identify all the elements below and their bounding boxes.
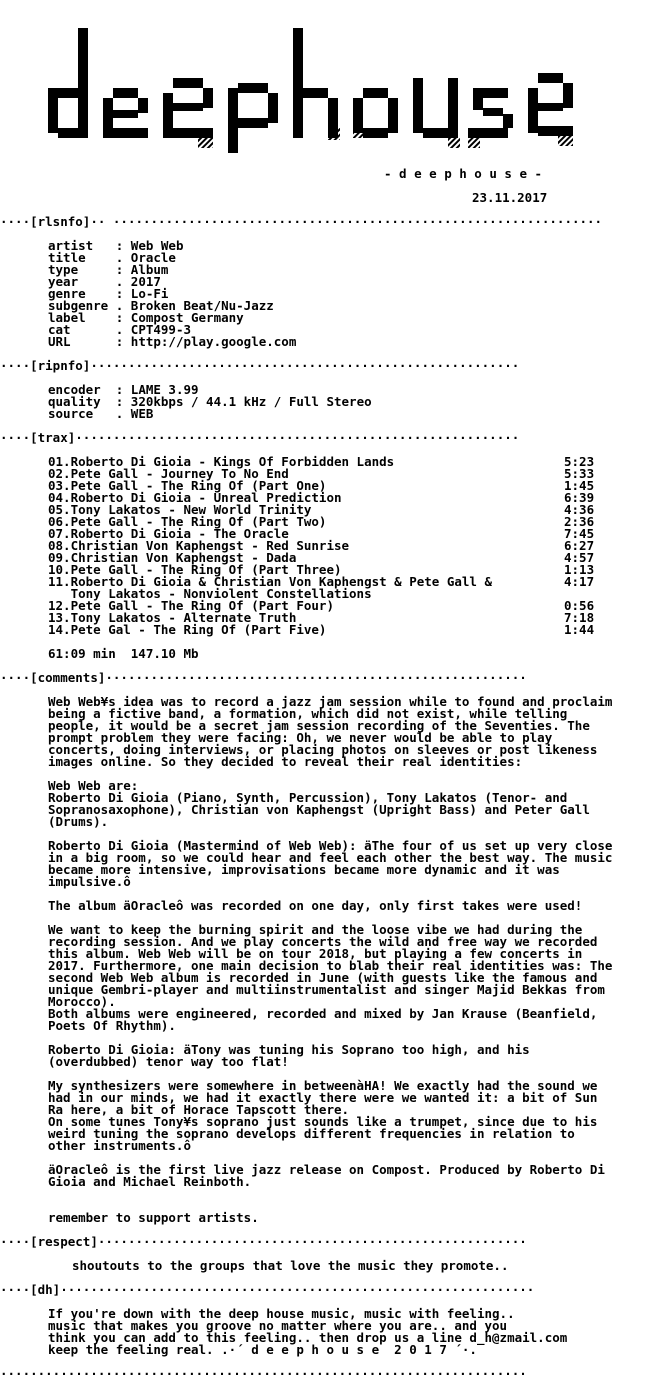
- field-type: type : Album: [48, 262, 169, 277]
- comment-line: impulsive.ô: [48, 874, 131, 889]
- encoder-value: LAME 3.99: [130, 382, 199, 397]
- track-title: 02.Pete Gall - Journey To No End: [48, 466, 289, 481]
- field-genre: genre : Lo-Fi: [48, 286, 169, 301]
- comment-line: prompt problem they were facing: Oh, we never would be able to play: [48, 730, 553, 745]
- section-divider-comments: ····[comments]························································: [0, 670, 527, 685]
- section-title-dh: [dh]: [30, 1282, 61, 1297]
- comment-line: in a big room, so we could hear and feel each other the best way. The music: [48, 850, 613, 865]
- comment-line: My synthesizers were somewhere in betweenàHA! We exactly had the sound we: [48, 1078, 598, 1093]
- field-source: source . WEB: [48, 406, 154, 421]
- track-time: 1:45: [564, 478, 595, 493]
- comment-line: remember to support artists.: [48, 1210, 259, 1225]
- comment-line: We want to keep the burning spirit and the loose vibe we had during the: [48, 922, 583, 937]
- field-encoder: encoder : LAME 3.99: [48, 382, 199, 397]
- field-quality: quality : 320kbps / 44.1 kHz / Full Stereo: [48, 394, 372, 409]
- comment-line: On some tunes Tony¥s soprano just sounds like a trumpet, since due to his: [48, 1114, 598, 1129]
- artist-value: Web Web: [130, 238, 184, 253]
- track-time: 4:36: [564, 502, 595, 517]
- track-title: 07.Roberto Di Gioia - The Oracle: [48, 526, 289, 541]
- field-year: year . 2017: [48, 274, 161, 289]
- comment-line: Ra here, a bit of Horace Tapscott there.: [48, 1102, 350, 1117]
- comment-line: Roberto Di Gioia (Piano, Synth, Percussion), Tony Lakatos (Tenor- and: [48, 790, 568, 805]
- source-value: WEB: [130, 406, 154, 421]
- comment-line: äOracleô is the first live jazz release on Compost. Produced by Roberto Di: [48, 1162, 605, 1177]
- track-time: 0:56: [564, 598, 595, 613]
- track-title: 03.Pete Gall - The Ring Of (Part One): [48, 478, 327, 493]
- comment-line: weird tuning the soprano develops different frequencies in relation to: [48, 1126, 575, 1141]
- track-time: 1:13: [564, 562, 595, 577]
- track-time: 7:18: [564, 610, 595, 625]
- track-title: 09.Christian Von Kaphengst - Dada: [48, 550, 297, 565]
- track-title: 13.Tony Lakatos - Alternate Truth: [48, 610, 297, 625]
- field-cat: cat . CPT499-3: [48, 322, 192, 337]
- field-url: URL : http://play.google.com: [48, 334, 297, 349]
- section-title-respect: [respect]: [30, 1234, 98, 1249]
- track-title: 10.Pete Gall - The Ring Of (Part Three): [48, 562, 342, 577]
- track-title: Tony Lakatos - Nonviolent Constellations: [48, 586, 372, 601]
- comment-line: recording session. And we play concerts the wild and free way we recorded: [48, 934, 598, 949]
- cat-value: CPT499-3: [130, 322, 192, 337]
- track-time: 6:27: [564, 538, 595, 553]
- track-row: [48, 624, 326, 636]
- comment-line: Roberto Di Gioia: äTony was tuning his Soprano too high, and his: [48, 1042, 530, 1057]
- field-title: title . Oracle: [48, 250, 176, 265]
- section-divider-dh: ····[dh]·······························································: [0, 1282, 535, 1297]
- comment-line: Web Web¥s idea was to record a jazz jam session while to found and proclaim: [48, 694, 613, 709]
- footer-divider: ······································································: [0, 1366, 527, 1381]
- track-title: 06.Pete Gall - The Ring Of (Part Two): [48, 514, 327, 529]
- comment-line: Sopranosaxophone), Christian von Kaphengst (Upright Bass) and Peter Gall: [48, 802, 590, 817]
- field-artist: artist : Web Web: [48, 238, 184, 253]
- comment-line: Roberto Di Gioia (Mastermind of Web Web): äThe four of us set up very close: [48, 838, 613, 853]
- comment-line: Morocco).: [48, 994, 116, 1009]
- comment-line: second Web Web album is recorded in June (with guests like the famous and: [48, 970, 598, 985]
- comment-line: Gioia and Michael Reinboth.: [48, 1174, 252, 1189]
- section-divider-ripnfo: ····[ripnfo]·························································: [0, 358, 520, 373]
- label-value: Compost Germany: [130, 310, 244, 325]
- comment-line: (Drums).: [48, 814, 109, 829]
- section-divider-respect: ····[respect]·························································: [0, 1234, 527, 1249]
- deephouse-logo: [48, 18, 578, 153]
- comment-line: people, it would be a secret jam session recording of the Seventies. The: [48, 718, 590, 733]
- track-time: 4:17: [564, 574, 595, 589]
- comment-line: 2017. Furthermore, one main decision to blab their real identities was: The: [48, 958, 613, 973]
- comment-line: concerts, doing interviews, or placing photos on sleeves or post likeness: [48, 742, 598, 757]
- subgenre-value: Broken Beat/Nu-Jazz: [130, 298, 274, 313]
- url-value: http://play.google.com: [130, 334, 297, 349]
- section-title-rlsnfo: [rlsnfo]: [30, 214, 91, 229]
- track-time: 2:36: [564, 514, 595, 529]
- comment-line: this album. Web Web will be on tour 2018, but playing a few concerts in: [48, 946, 583, 961]
- section-title-trax: [trax]: [30, 430, 76, 445]
- section-divider-trax: ····[trax]···························································: [0, 430, 520, 445]
- track-title: 05.Tony Lakatos - New World Trinity: [48, 502, 312, 517]
- track-time: 5:33: [564, 466, 595, 481]
- track-time: 7:45: [564, 526, 595, 541]
- comment-line: The album äOracleô was recorded on one day, only first takes were used!: [48, 898, 583, 913]
- track-time: 1:44: [564, 622, 595, 637]
- comment-line: being a fictive band, a formation, which did not exist, while telling: [48, 706, 568, 721]
- respect-text: shoutouts to the groups that love the music they promote..: [72, 1258, 509, 1273]
- comment-line: became more intensive, improvisations became more dynamic and it was: [48, 862, 560, 877]
- comment-line: had in our minds, we had it exactly there were we wanted it: a bit of Sun: [48, 1090, 598, 1105]
- track-title: 12.Pete Gall - The Ring Of (Part Four): [48, 598, 334, 613]
- dh-line: If you're down with the deep house music, music with feeling..: [48, 1306, 515, 1321]
- title-value: Oracle: [130, 250, 176, 265]
- quality-value: 320kbps / 44.1 kHz / Full Stereo: [130, 394, 372, 409]
- track-title: 14.Pete Gal - The Ring Of (Part Five): [48, 622, 327, 637]
- comment-line: Both albums were engineered, recorded and mixed by Jan Krause (Beanfield,: [48, 1006, 598, 1021]
- dh-line: think you can add to this feeling.. then drop us a line d_h@zmail.com: [48, 1330, 568, 1345]
- track-title: 01.Roberto Di Gioia - Kings Of Forbidden Lands: [48, 454, 395, 469]
- comment-line: unique Gembri-player and multiinstrumentalist and singer Majid Bekkas from: [48, 982, 605, 997]
- section-title-comments: [comments]: [30, 670, 106, 685]
- track-title: 11.Roberto Di Gioia & Christian Von Kaphengst & Pete Gall &: [48, 574, 493, 589]
- comment-line: Web Web are:: [48, 778, 139, 793]
- track-title: 04.Roberto Di Gioia - Unreal Prediction: [48, 490, 342, 505]
- dh-line: music that makes you groove no matter where you are.. and you: [48, 1318, 508, 1333]
- tagline: - d e e p h o u s e -: [384, 166, 543, 181]
- comment-line: other instruments.ô: [48, 1138, 191, 1153]
- dh-line: keep the feeling real. .·´ d e e p h o u s e 2 0 1 7 ´·.: [48, 1342, 477, 1357]
- type-value: Album: [130, 262, 169, 277]
- field-subgenre: subgenre . Broken Beat/Nu-Jazz: [48, 298, 274, 313]
- track-time: 5:23: [564, 454, 595, 469]
- section-divider-rlsnfo: ····[rlsnfo]·· ·································································: [0, 214, 603, 229]
- comment-line: (overdubbed) tenor way too flat!: [48, 1054, 289, 1069]
- release-date: 23.11.2017: [472, 190, 548, 205]
- track-time: 6:39: [564, 490, 595, 505]
- section-title-ripnfo: [ripnfo]: [30, 358, 91, 373]
- year-value: 2017: [130, 274, 161, 289]
- field-label: label : Compost Germany: [48, 310, 244, 325]
- genre-value: Lo-Fi: [130, 286, 169, 301]
- total-duration-size: 61:09 min 147.10 Mb: [48, 646, 199, 661]
- comment-line: images online. So they decided to reveal their real identities:: [48, 754, 523, 769]
- comment-line: Poets Of Rhythm).: [48, 1018, 176, 1033]
- track-time: 4:57: [564, 550, 595, 565]
- track-title: 08.Christian Von Kaphengst - Red Sunrise: [48, 538, 350, 553]
